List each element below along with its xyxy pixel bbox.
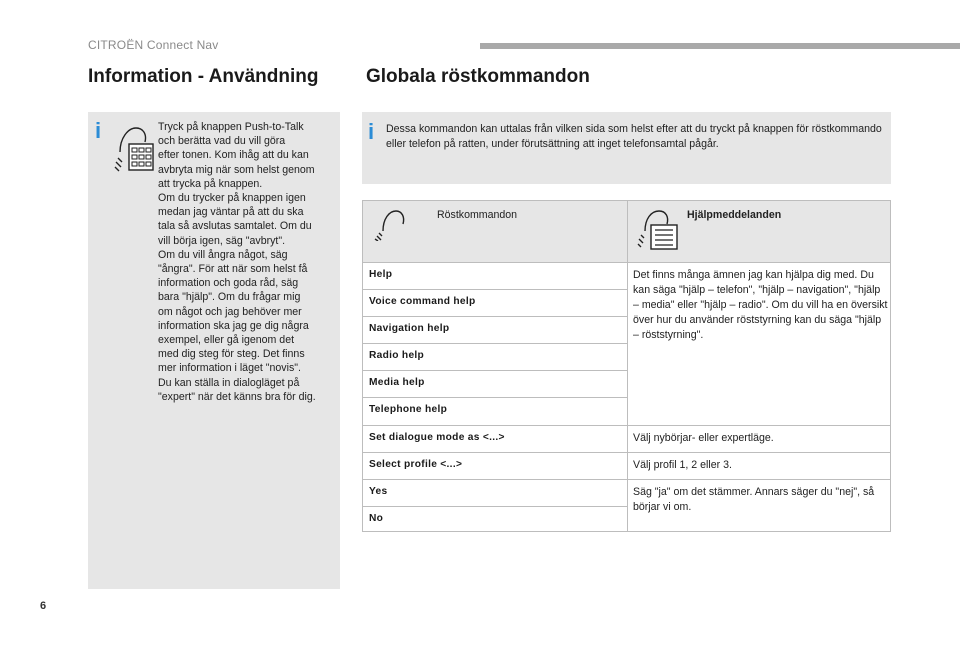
column-header-commands: Röstkommandon — [437, 209, 518, 221]
row-divider — [363, 397, 627, 398]
description-help: Det finns många ämnen jag kan hjälpa dig med. Du kan säga "hjälp – telefon", "hjälp – navigation", "hjälp – media" eller "hjälp – radio". Om du vill ha en översikt över hur du använder röststyrning kan du säga "hjälp – röststyrning". — [633, 269, 888, 341]
global-commands-intro-panel — [362, 112, 891, 184]
right-section-title: Globala röstkommandon — [366, 66, 590, 87]
row-divider — [363, 316, 627, 317]
row-divider — [363, 289, 627, 290]
description-dialogue-mode: Välj nybörjar- eller expertläge. — [633, 432, 774, 444]
row-divider — [363, 506, 627, 507]
command-voice-command-help: Voice command help — [369, 296, 476, 307]
command-no: No — [369, 513, 384, 524]
command-navigation-help: Navigation help — [369, 323, 450, 334]
left-section-title: Information - Användning — [88, 66, 319, 87]
column-divider — [627, 201, 628, 531]
command-set-dialogue-mode: Set dialogue mode as <...> — [369, 432, 505, 443]
command-telephone-help: Telephone help — [369, 404, 448, 415]
usage-info-panel — [88, 112, 340, 589]
info-icon: i — [368, 119, 375, 144]
command-yes: Yes — [369, 486, 388, 497]
global-commands-intro-text: Dessa kommandon kan uttalas från vilken sida som helst efter att du tryckt på knappen för röstkommando eller telefon på ratten, under förutsättning att inget telefonsamtal pågår. — [386, 123, 882, 150]
voice-command-icon — [373, 207, 407, 241]
description-yes-no: Säg "ja" om det stämmer. Annars säger du "nej", så börjar vi om. — [633, 486, 875, 513]
page-number: 6 — [40, 600, 47, 612]
row-divider — [363, 370, 627, 371]
command-help: Help — [369, 269, 393, 280]
voice-commands-table — [362, 200, 891, 532]
column-header-help-messages: Hjälpmeddelanden — [687, 209, 782, 221]
help-message-icon — [637, 207, 679, 251]
command-media-help: Media help — [369, 377, 425, 388]
header-bar — [480, 43, 960, 49]
brand-label: CITROËN Connect Nav — [88, 38, 219, 52]
usage-info-text: Tryck på knappen Push-to-Talk och berätta vad du vill göra efter tonen. Kom ihåg att du kan avbryta mig när som helst genom att trycka på knappen. Om du trycker på knappen igen medan jag väntar på att du ska tala så avslutas samtalet. Om du vill börja igen, säg "avbryt". Om du vill ångra något, säg "ångra". För att när som helst få information och goda råd, säg bara "hjälp". Om du frågar mig om något och jag behöver mer information ska jag ge dig några exempel, eller gå igenom det med dig steg för steg. Det finns mer information i läget "novis". Du kan ställa in dialogläget på "expert" när det känns bra för dig. — [158, 121, 316, 403]
info-icon: i — [95, 118, 102, 143]
row-divider — [363, 452, 890, 453]
row-divider — [363, 479, 890, 480]
row-divider — [363, 425, 890, 426]
command-select-profile: Select profile <...> — [369, 459, 463, 470]
push-to-talk-icon — [114, 122, 154, 174]
row-divider — [363, 343, 627, 344]
command-radio-help: Radio help — [369, 350, 425, 361]
description-select-profile: Välj profil 1, 2 eller 3. — [633, 459, 732, 471]
